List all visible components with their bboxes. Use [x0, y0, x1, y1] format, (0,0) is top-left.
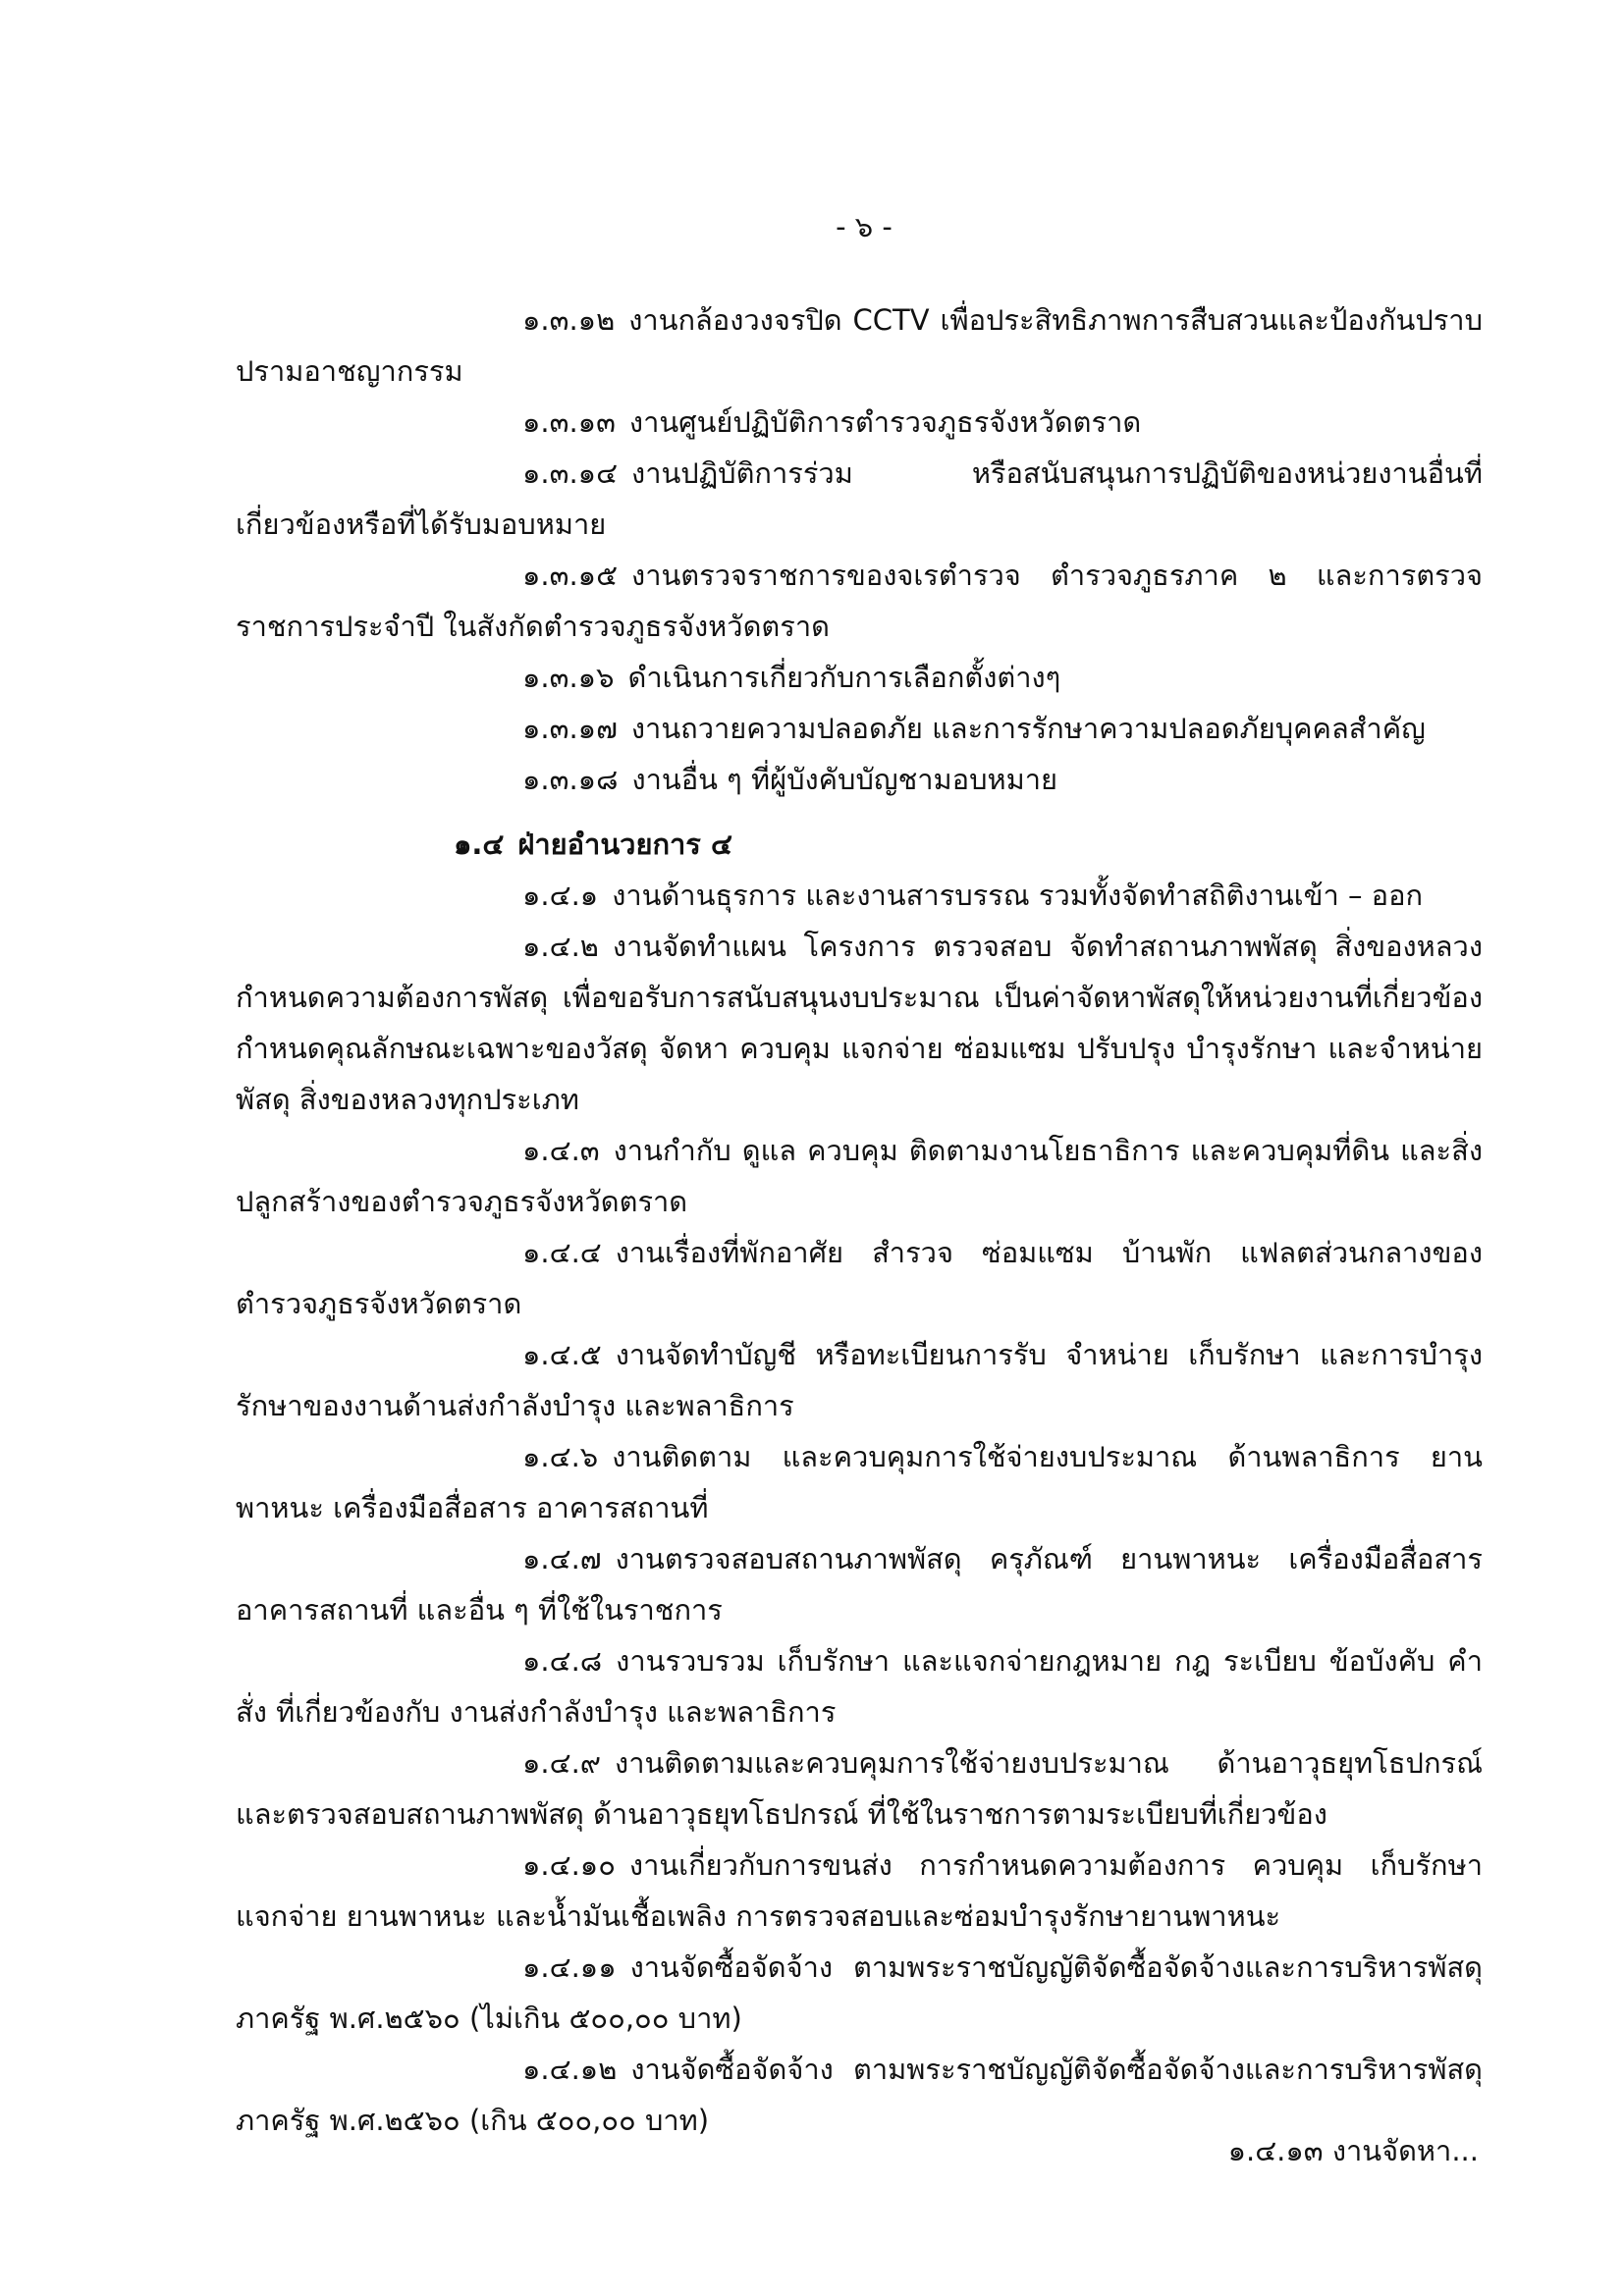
item-number: ๑.๓.๑๔ [522, 456, 619, 490]
item-number: ๑.๔.๔ [522, 1236, 602, 1269]
paragraph-1-4-8 [236, 1635, 1483, 1737]
item-number: ๑.๔.๑ [522, 879, 599, 912]
paragraph-1-4-2 [236, 921, 1483, 1125]
paragraph-1-3-16 [236, 652, 1483, 703]
item-number: ๑.๔.๘ [522, 1644, 603, 1678]
item-text: งานปฏิบัติการร่วม หรือสนับสนุนการปฏิบัติของหน่วยงานอื่นที่เกี่ยวข้องหรือที่ได้รับมอบหมาย [236, 456, 1483, 541]
item-text: งานเกี่ยวกับการขนส่ง การกำหนดความต้องการ ควบคุม เก็บรักษา แจกจ่าย ยานพาหนะ และน้ำมันเชื้อเพลิง การตรวจสอบและซ่อมบำรุงรักษายานพาหนะ [236, 1848, 1483, 1933]
continued-on-next-page: ๑.๔.๑๓ งานจัดหา... [1227, 2134, 1479, 2167]
item-number: ๑.๔.๑๒ [522, 2053, 618, 2086]
item-text: งานกล้องวงจรปิด CCTV เพื่อประสิทธิภาพการสืบสวนและป้องกันปราบปรามอาชญากรรม [236, 303, 1483, 388]
item-number: ๑.๓.๑๒ [522, 303, 616, 337]
section-heading-1-4 [236, 819, 1483, 870]
paragraph-1-4-3 [236, 1125, 1483, 1227]
paragraph-1-4-7 [236, 1533, 1483, 1635]
paragraph-1-3-13 [236, 397, 1483, 448]
item-number: ๑.๓.๑๓ [522, 405, 616, 439]
item-number: ๑.๔.๑๑ [522, 1950, 617, 1984]
paragraph-1-4-1 [236, 870, 1483, 921]
item-number: ๑.๔.๖ [522, 1440, 599, 1473]
paragraph-1-3-14 [236, 448, 1483, 550]
item-text: งานรวบรวม เก็บรักษา และแจกจ่ายกฎหมาย กฎ ระเบียบ ข้อบังคับ คำสั่ง ที่เกี่ยวข้องกับ งานส่งกำลังบำรุง และพลาธิการ [236, 1644, 1483, 1729]
item-number: ๑.๔.๕ [522, 1338, 602, 1371]
item-number: ๑.๓.๑๕ [522, 559, 619, 592]
item-number: ๑.๔.๙ [522, 1746, 602, 1780]
item-text: งานจัดซื้อจัดจ้าง ตามพระราชบัญญัติจัดซื้อจัดจ้างและการบริหารพัสดุภาครัฐ พ.ศ.๒๕๖๐ (เกิน ๕๐๐,๐๐ บาท) [236, 2053, 1483, 2137]
item-text: งานติดตามและควบคุมการใช้จ่ายงบประมาณ ด้านอาวุธยุทโธปกรณ์ และตรวจสอบสถานภาพพัสดุ ด้านอาวุธยุทโธปกรณ์ ที่ใช้ในราชการตามระเบียบที่เกี่ยวข้อง [236, 1746, 1483, 1831]
paragraph-1-3-18 [236, 754, 1483, 805]
item-number: ๑.๓.๑๗ [522, 712, 618, 745]
item-number: ๑.๔.๗ [522, 1542, 602, 1575]
page-number: - ๖ - [836, 210, 893, 243]
document-body [236, 294, 1483, 2146]
paragraph-1-4-9 [236, 1737, 1483, 1840]
section-title: ฝ่ายอำนวยการ ๔ [517, 828, 732, 861]
item-text: งานตรวจราชการของจเรตำรวจ ตำรวจภูธรภาค ๒ และการตรวจราชการประจำปี ในสังกัดตำรวจภูธรจังหวัดตราด [236, 559, 1483, 643]
item-text: งานศูนย์ปฏิบัติการตำรวจภูธรจังหวัดตราด [628, 405, 1142, 439]
paragraph-1-4-5 [236, 1329, 1483, 1431]
item-number: ๑.๔.๑๐ [522, 1848, 616, 1882]
paragraph-1-4-11 [236, 1942, 1483, 2044]
item-number: ๑.๓.๑๖ [522, 661, 615, 694]
paragraph-1-4-6 [236, 1431, 1483, 1533]
item-text: งานเรื่องที่พักอาศัย สำรวจ ซ่อมแซม บ้านพัก แฟลตส่วนกลางของตำรวจภูธรจังหวัดตราด [236, 1236, 1483, 1320]
item-text: งานจัดทำบัญชี หรือทะเบียนการรับ จำหน่าย เก็บรักษา และการบำรุงรักษาของงานด้านส่งกำลังบำรุง และพลาธิการ [236, 1338, 1483, 1422]
item-text: งานจัดซื้อจัดจ้าง ตามพระราชบัญญัติจัดซื้อจัดจ้างและการบริหารพัสดุภาครัฐ พ.ศ.๒๕๖๐ (ไม่เกิน ๕๐๐,๐๐ บาท) [236, 1950, 1483, 2035]
paragraph-1-3-12 [236, 294, 1483, 397]
paragraph-1-3-15 [236, 550, 1483, 652]
item-text: งานถวายความปลอดภัย และการรักษาความปลอดภัยบุคคลสำคัญ [630, 712, 1426, 745]
item-text: งานอื่น ๆ ที่ผู้บังคับบัญชามอบหมาย [631, 763, 1057, 796]
paragraph-1-4-4 [236, 1227, 1483, 1329]
paragraph-1-4-10 [236, 1840, 1483, 1942]
item-text: งานตรวจสอบสถานภาพพัสดุ ครุภัณฑ์ ยานพาหนะ เครื่องมือสื่อสาร อาคารสถานที่ และอื่น ๆ ที่ใช้ในราชการ [236, 1542, 1483, 1627]
item-text: งานด้านธุรการ และงานสารบรรณ รวมทั้งจัดทำสถิติงานเข้า – ออก [612, 879, 1424, 912]
section-number: ๑.๔ [454, 828, 505, 861]
item-text: งานจัดทำแผน โครงการ ตรวจสอบ จัดทำสถานภาพพัสดุ สิ่งของหลวง กำหนดความต้องการพัสดุ เพื่อขอรับการสนับสนุนงบประมาณ เป็นค่าจัดหาพัสดุให้หน่วยงานที่เกี่ยวข้อง กำหนดคุณลักษณะเฉพาะของวัสดุ จัดหา ควบคุม แจกจ่าย ซ่อมแซม ปรับปรุง บำรุงรักษา และจำหน่ายพัสดุ สิ่งของหลวงทุกประเภท [236, 930, 1483, 1116]
item-text: งานกำกับ ดูแล ควบคุม ติดตามงานโยธาธิการ และควบคุมที่ดิน และสิ่งปลูกสร้างของตำรวจภูธรจังหวัดตราด [236, 1134, 1483, 1218]
item-text: ดำเนินการเกี่ยวกับการเลือกตั้งต่างๆ [627, 661, 1061, 694]
item-text: งานติดตาม และควบคุมการใช้จ่ายงบประมาณ ด้านพลาธิการ ยานพาหนะ เครื่องมือสื่อสาร อาคารสถานที่ [236, 1440, 1483, 1524]
paragraph-1-3-17 [236, 703, 1483, 754]
item-number: ๑.๔.๓ [522, 1134, 600, 1167]
item-number: ๑.๓.๑๘ [522, 763, 619, 796]
item-number: ๑.๔.๒ [522, 930, 599, 963]
